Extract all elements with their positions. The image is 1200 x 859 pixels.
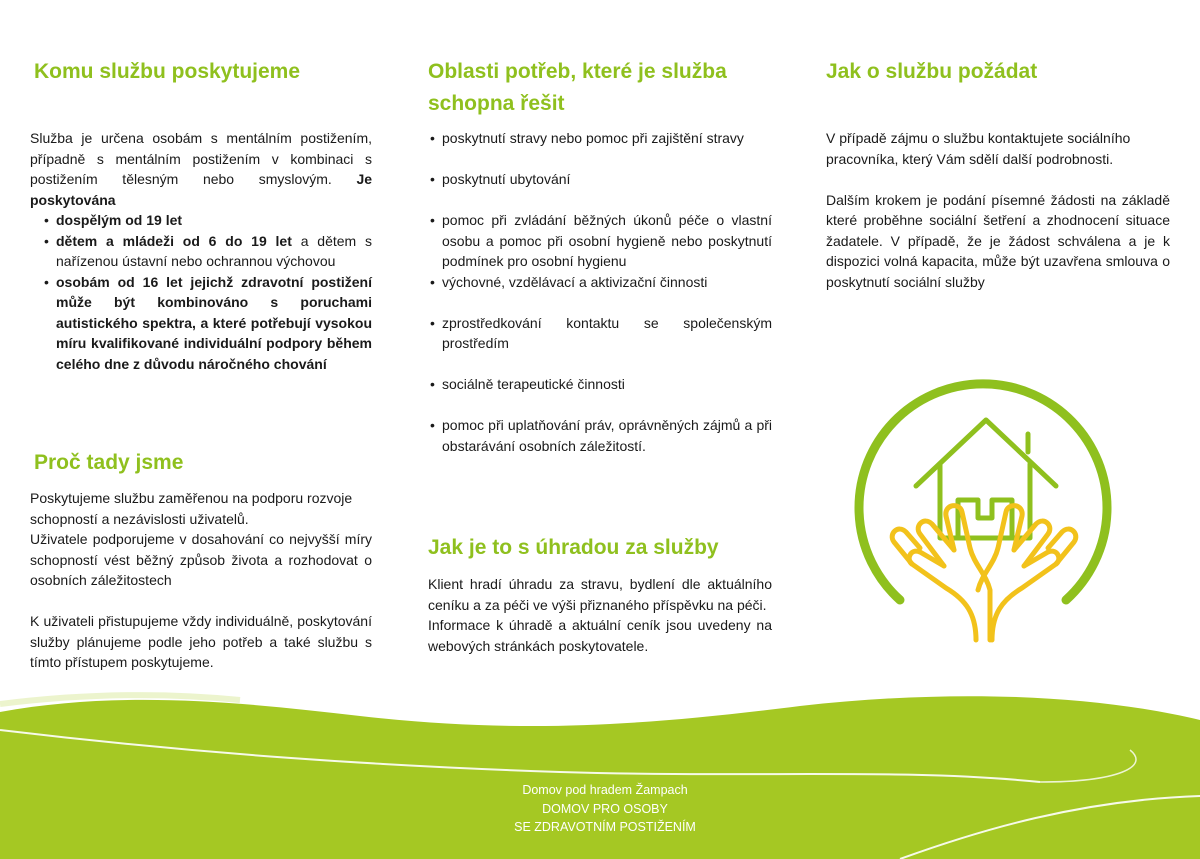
footer-line-1: Domov pod hradem Žampach xyxy=(522,783,688,797)
list-item: • sociálně terapeutické činnosti xyxy=(430,376,625,392)
list-item: • dospělým od 19 let xyxy=(44,212,183,228)
oblasti-list xyxy=(428,128,772,477)
house-in-hands-icon xyxy=(848,378,1118,648)
list-item: • pomoc při zvládání běžných úkonů péče o vlastní osobu a pomoc při osobní hygieně nebo poskytnutí podmínek pro osobní hygienu xyxy=(430,212,772,269)
pozadat-para1: V případě zájmu o službu kontaktujete sociálního pracovníka, který Vám sdělí další podrobnosti. xyxy=(826,130,1131,167)
proc-para3: K uživateli přistupujeme vždy individuálně, poskytování služby plánujeme podle jeho potřeb a také službu s tímto přístupem poskytujeme. xyxy=(30,613,372,670)
heading-uhrada: Jak je to s úhradou za služby xyxy=(428,536,719,559)
footer-text xyxy=(440,781,770,837)
komu-intro: Služba je určena osobám s mentálním postižením, případně s mentálním postižením v kombinaci s postižením tělesným nebo smyslovým. Je poskytována xyxy=(30,130,373,208)
heading-proc: Proč tady jsme xyxy=(34,451,184,474)
footer-line-2: DOMOV PRO OSOBY xyxy=(542,801,668,816)
proc-para1: Poskytujeme službu zaměřenou na podporu rozvoje schopností a nezávislosti uživatelů. xyxy=(30,490,353,527)
list-item: • dětem a mládeži od 6 do 19 let a dětem s nařízenou ústavní nebo ochrannou výchovou xyxy=(44,232,373,269)
heading-komu: Komu službu poskytujeme xyxy=(34,60,301,83)
list-item: • výchovné, vzdělávací a aktivizační činnosti xyxy=(430,273,708,290)
pozadat-para2: Dalším krokem je podání písemné žádosti na základě které proběhne sociální šetření a zhodnocení situace žadatele. V případě, že je žádost schválena a je k dispozici volná kapacita, může být uzavřena smlouva o poskytnutí sociální služby xyxy=(826,191,1170,290)
heading-oblasti: Oblasti potřeb, které je služba schopna řešit xyxy=(428,60,727,115)
logo-circle xyxy=(859,384,1107,600)
proc-para2: Uživatele podporujeme v dosahování co nejvyšší míry schopností vést běžný způsob života a rozhodovat o osobních záležitostech xyxy=(30,531,372,588)
heading-pozadat: Jak o službu požádat xyxy=(826,60,1038,83)
list-item: • osobám od 16 let jejichž zdravotní postižení může být kombinováno s poruchami autistického spektra, a které potřebují vysokou míru kvalifikované individuální podpory během celého dne z důvodu náročného chování xyxy=(44,273,372,372)
komu-list xyxy=(30,210,372,374)
uhrada-para1: Klient hradí úhradu za stravu, bydlení dle aktuálního ceníku a za péči ve výši přiznaného příspěvku na péči. xyxy=(428,576,772,613)
list-item: • zprostředkování kontaktu se společenským prostředím xyxy=(430,314,772,351)
list-item: • poskytnutí ubytování xyxy=(430,171,571,187)
list-item: • pomoc při uplatňování práv, oprávněných zájmů a při obstarávání osobních záležitostí. xyxy=(430,417,772,454)
house-outline xyxy=(916,420,1056,538)
footer-line-3: SE ZDRAVOTNÍM POSTIŽENÍM xyxy=(514,820,696,834)
hands-outline xyxy=(892,506,1076,640)
uhrada-para2: Informace k úhradě a aktuální ceník jsou uvedeny na webových stránkách poskytovatele. xyxy=(428,617,772,654)
list-item: • poskytnutí stravy nebo pomoc při zajištění stravy xyxy=(430,130,744,146)
